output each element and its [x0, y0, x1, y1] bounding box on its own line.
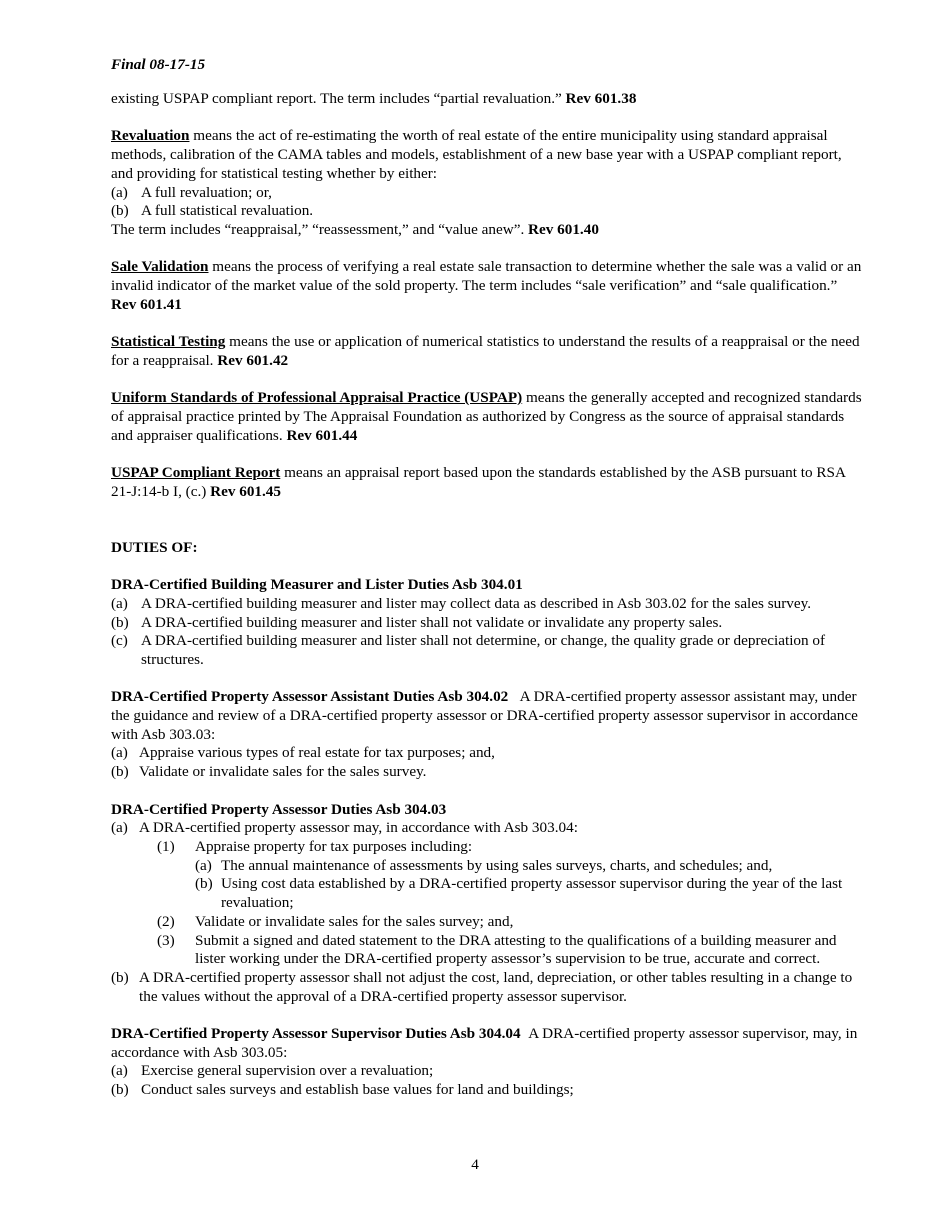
list-item: (a) Exercise general supervision over a revaluation; — [111, 1062, 434, 1080]
definition-uspap-compliant-report — [111, 464, 863, 501]
document-header: Final 08-17-15 — [111, 56, 206, 73]
definition-term: Revaluation — [111, 127, 190, 145]
list-item: (b) Conduct sales surveys and establish base values for land and buildings; — [111, 1081, 574, 1099]
definition-ref: Rev 601.40 — [528, 220, 599, 238]
page-body — [111, 90, 863, 1100]
duty-intro: A DRA-certified property assessor assistant may, under the guidance and review of a DRA-certified property assessor or DRA-certified property assessor supervisor in accordance with Asb 303.03: — [111, 688, 858, 743]
definition-ref: Rev 601.41 — [111, 295, 182, 313]
definition-term: Sale Validation — [111, 258, 209, 276]
page-number: 4 — [471, 1156, 479, 1173]
list-item: (1) Appraise property for tax purposes including: — [157, 837, 473, 855]
definition-term: Statistical Testing — [111, 333, 226, 351]
definition-text: means the use or application of numerical statistics to understand the results of a reappraisal or the need for a reappraisal. — [111, 333, 860, 369]
duty-section-304-03 — [111, 801, 863, 1007]
definition-ref: Rev 601.42 — [217, 351, 289, 369]
list-item: (a) The annual maintenance of assessments by using sales surveys, charts, and schedules; and, — [195, 856, 773, 874]
list-item: (c) A DRA-certified building measurer and lister shall not determine, or change, the quality grade or depreciation of structures. — [111, 632, 826, 668]
definition-term: USPAP Compliant Report — [111, 463, 281, 481]
definition-revaluation — [111, 127, 863, 239]
list-item: (3) Submit a signed and dated statement to the DRA attesting to the qualifications of a building measurer and lister working under the DRA-certified property assessor’s supervision to be true, accurate and correct. — [157, 931, 837, 968]
duty-section-304-04 — [111, 1025, 863, 1100]
definition-text: means the process of verifying a real estate sale transaction to determine whether the sale was a valid or an invalid indicator of the market value of the sold property. The term includes “sale verification” and “sale qualification.” — [111, 258, 862, 294]
duty-title: DRA-Certified Property Assessor Duties Asb 304.03 — [111, 800, 447, 818]
intro-ref: Rev 601.38 — [565, 90, 637, 107]
list-item: (b) Validate or invalidate sales for the sales survey. — [111, 763, 427, 781]
list-item: (b) A DRA-certified building measurer and lister shall not validate or invalidate any property sales. — [111, 613, 723, 631]
duties-heading: DUTIES OF: — [111, 538, 198, 556]
list-item: (2) Validate or invalidate sales for the sales survey; and, — [157, 912, 514, 930]
list-item: (b) A DRA-certified property assessor shall not adjust the cost, land, depreciation, or other tables resulting in a change to the values without the approval of a DRA-certified property assessor supervisor. — [111, 968, 853, 1005]
definition-term: Uniform Standards of Professional Appraisal Practice (USPAP) — [111, 389, 523, 407]
duty-title: DRA-Certified Building Measurer and Lister Duties Asb 304.01 — [111, 576, 523, 594]
list-item: (b) A full statistical revaluation. — [111, 202, 314, 220]
duty-title: DRA-Certified Property Assessor Supervisor Duties Asb 304.04 — [111, 1025, 521, 1042]
definition-statistical-testing — [111, 333, 863, 370]
list-item: (a) A full revaluation; or, — [111, 183, 272, 201]
list-item: (a) A DRA-certified building measurer and lister may collect data as described in Asb 303.02 for the sales survey. — [111, 594, 812, 612]
definition-tail: The term includes “reappraisal,” “reassessment,” and “value anew”. — [111, 220, 529, 238]
intro-paragraph — [111, 90, 863, 109]
duty-section-304-02 — [111, 688, 863, 782]
duty-intro: A DRA-certified property assessor supervisor, may, in accordance with Asb 303.05: — [111, 1025, 858, 1061]
definition-ref: Rev 601.44 — [286, 426, 358, 444]
duty-section-304-01 — [111, 576, 863, 670]
definition-uspap — [111, 389, 863, 445]
intro-text: existing USPAP compliant report. The term includes “partial revaluation.” — [111, 90, 566, 107]
duty-title: DRA-Certified Property Assessor Assistant Duties Asb 304.02 — [111, 688, 509, 706]
definition-text: means the generally accepted and recognized standards of appraisal practice printed by The Appraisal Foundation as authorized by Congress as the source of appraisal standards and appraiser qualifications. — [111, 389, 862, 444]
definition-ref: Rev 601.45 — [210, 482, 281, 500]
definition-text: means an appraisal report based upon the standards established by the ASB pursuant to RSA 21-J:14-b I, (c.) — [111, 463, 846, 500]
list-item: (a) A DRA-certified property assessor may, in accordance with Asb 303.04: — [111, 819, 578, 837]
list-item: (b) Using cost data established by a DRA-certified property assessor supervisor during the year of the last revaluation; — [195, 875, 843, 912]
definition-sale-validation — [111, 258, 863, 314]
definition-text: means the act of re-estimating the worth of real estate of the entire municipality using standard appraisal methods, calibration of the CAMA tables and models, establishment of a new base year with a USPAP compliant report, and providing for statistical testing whether by either: — [111, 127, 842, 182]
list-item: (a) Appraise various types of real estate for tax purposes; and, — [111, 744, 495, 762]
